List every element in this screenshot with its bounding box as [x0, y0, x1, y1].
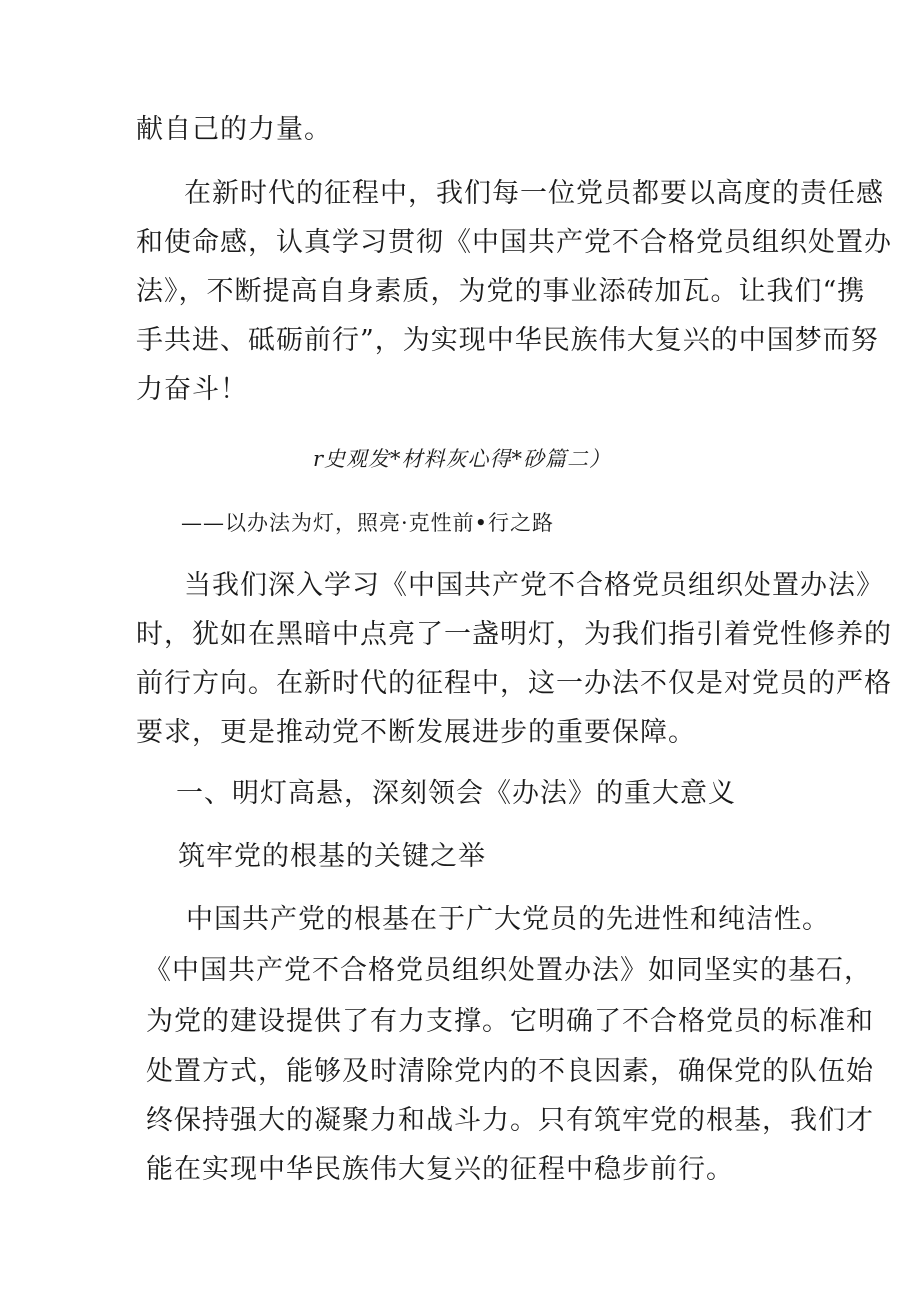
- section-title: 一、明灯高悬，深刻领会《办法》的重大意义: [176, 778, 736, 809]
- paragraph-line: 和使命感，认真学习贯彻《中国共产党不合格党员组织处置办: [136, 227, 892, 258]
- paragraph-line: 处置方式，能够及时清除党内的不良因素，确保党的队伍始: [146, 1056, 874, 1087]
- paragraph-line: 中国共产党的根基在于广大党员的先进性和纯洁性。: [186, 904, 830, 935]
- paragraph-line: 要求，更是推动党不断发展进步的重要保障。: [136, 717, 696, 748]
- paragraph-line: 前行方向。在新时代的征程中，这一办法不仅是对党员的严格: [136, 668, 892, 699]
- paragraph-line: 当我们深入学习《中国共产党不合格党员组织处置办法》: [184, 570, 884, 601]
- paragraph-line: 为党的建设提供了有力支撑。它明确了不合格党员的标准和: [146, 1006, 874, 1037]
- paragraph-line: 在新时代的征程中，我们每一位党员都要以高度的责任感: [184, 178, 884, 209]
- paragraph-line: 力奋斗！: [136, 374, 248, 405]
- paragraph-line: 终保持强大的凝聚力和战斗力。只有筑牢党的根基，我们才: [146, 1105, 874, 1136]
- paragraph-line: 献自己的力量。: [136, 114, 332, 145]
- section-subtitle: ——以办法为灯，照亮·克性前•行之路: [181, 511, 555, 535]
- paragraph-line: 能在实现中华民族伟大复兴的征程中稳步前行。: [146, 1154, 734, 1185]
- paragraph-line: 手共进、砥砺前行”，为实现中华民族伟大复兴的中国梦而努: [136, 325, 879, 356]
- paragraph-line: 《中国共产党不合格党员组织处置办法》如同坚实的基石，: [144, 955, 872, 986]
- subsection-title: 筑牢党的根基的关键之举: [178, 841, 486, 872]
- section-heading: r史观发*材料灰心得*砂篇二）: [313, 447, 612, 471]
- paragraph-line: 法》，不断提高自身素质，为党的事业添砖加瓦。让我们“携: [136, 276, 866, 307]
- paragraph-line: 时，犹如在黑暗中点亮了一盏明灯，为我们指引着党性修养的: [136, 619, 892, 650]
